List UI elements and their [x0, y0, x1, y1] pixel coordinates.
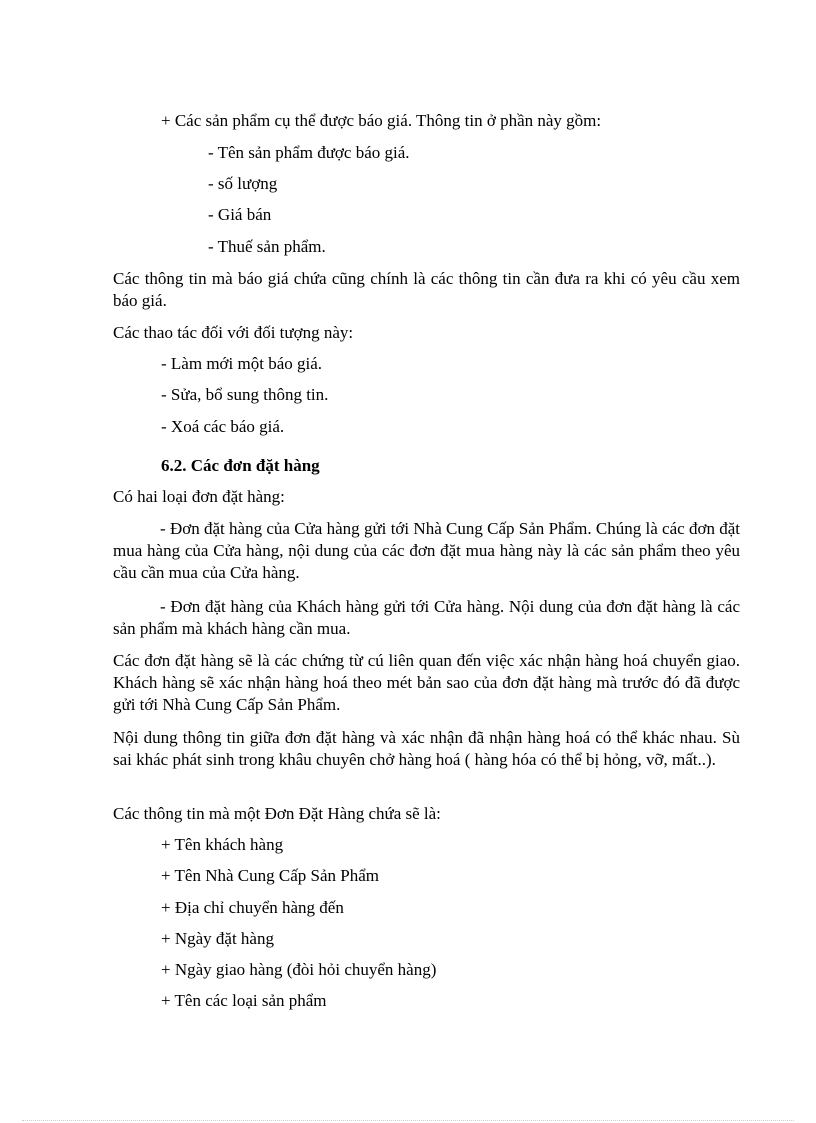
quote-products-intro: + Các sản phẩm cụ thể được báo giá. Thông tin ở phần này gồm:	[161, 111, 602, 130]
operations-title: Các thao tác đối với đối tượng này:	[113, 323, 354, 342]
orders-intro: Có hai loại đơn đặt hàng:	[113, 487, 285, 506]
list-item: - Thuế sản phẩm.	[208, 237, 326, 256]
orders-differences-paragraph: Nội dung thông tin giữa đơn đặt hàng và xác nhận đã nhận hàng hoá có thể khác nhau. Sù sai khác phát sinh trong khâu chuyên chở hàng hoá ( hàng hóa có thể bị hỏng, vỡ, mất..).	[113, 728, 740, 769]
list-item: + Ngày đặt hàng	[161, 929, 274, 948]
order-fields-title: Các thông tin mà một Đơn Đặt Hàng chứa sẽ là:	[113, 804, 441, 823]
list-item: - Sửa, bổ sung thông tin.	[161, 385, 329, 404]
list-item: + Địa chỉ chuyển hàng đến	[161, 898, 344, 917]
quote-summary-paragraph: Các thông tin mà báo giá chứa cũng chính là các thông tin cần đưa ra khi có yêu cầu xem báo giá.	[113, 269, 740, 310]
order-type-customer-paragraph: - Đơn đặt hàng của Khách hàng gửi tới Cửa hàng. Nội dung của đơn đặt hàng là các sản phẩm mà khách hàng cần mua.	[113, 597, 740, 638]
list-item: + Tên các loại sản phẩm	[161, 991, 327, 1010]
list-item: - Làm mới một báo giá.	[161, 354, 323, 373]
orders-documents-paragraph: Các đơn đặt hàng sẽ là các chứng từ cú liên quan đến việc xác nhận hàng hoá chuyển giao. Khách hàng sẽ xác nhận hàng hoá theo mét bản sao của đơn đặt hàng mà trước đó đã được gửi tới Nhà Cung Cấp Sản Phẩm.	[113, 651, 740, 714]
list-item: - Giá bán	[208, 205, 272, 224]
list-item: - Tên sản phẩm được báo giá.	[208, 143, 410, 162]
list-item: - số lượng	[208, 174, 278, 193]
section-heading: 6.2. Các đơn đặt hàng	[161, 456, 320, 475]
list-item: + Tên khách hàng	[161, 835, 284, 854]
page-bottom-border	[22, 1120, 794, 1121]
list-item: + Ngày giao hàng (đòi hỏi chuyển hàng)	[161, 960, 437, 979]
list-item: - Xoá các báo giá.	[161, 417, 285, 436]
list-item: + Tên Nhà Cung Cấp Sản Phẩm	[161, 866, 379, 885]
order-type-store-paragraph: - Đơn đặt hàng của Cửa hàng gửi tới Nhà Cung Cấp Sản Phẩm. Chúng là các đơn đặt mua hàng của Cửa hàng, nội dung của các đơn đặt mua hàng này là các sản phẩm theo yêu cầu cần mua của Cửa hàng.	[113, 519, 740, 582]
